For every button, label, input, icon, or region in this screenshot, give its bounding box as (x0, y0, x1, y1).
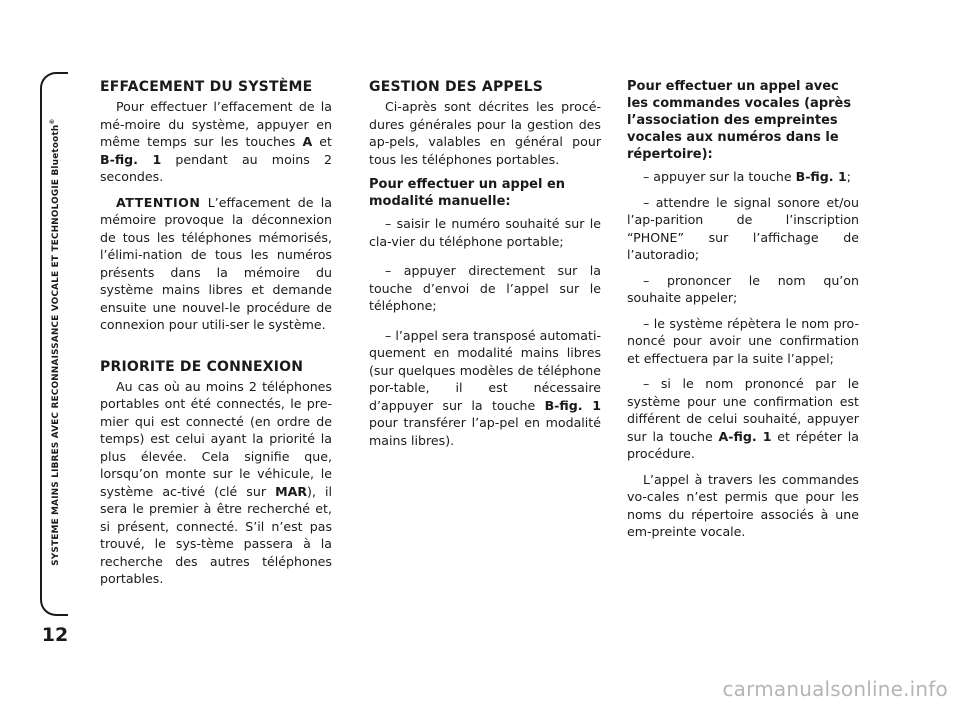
column-2 (369, 78, 601, 461)
page-number: 12 (41, 624, 69, 646)
watermark: carmanualsonline.info (722, 677, 948, 701)
list-item: – saisir le numéro souhaité sur le cla-vier du téléphone portable; (369, 216, 601, 249)
heading-effacement: EFFACEMENT DU SYSTÈME (100, 79, 313, 95)
paragraph-gestion-intro: Ci-après sont décrites les procé-dures générales pour la gestion des ap-pels, valables en général pour tous les téléphones portables. (369, 99, 601, 167)
paragraph-effacement: Pour effectuer l’effacement de la mé-moire du système, appuyer en même temps sur les touches A et B-fig. 1 pendant au moins 2 secondes. (100, 99, 332, 184)
heading-priorite: PRIORITE DE CONNEXION (100, 358, 304, 375)
heading-gestion: GESTION DES APPELS (369, 79, 544, 95)
list-item: – appuyer directement sur la touche d’envoi de l’appel sur le téléphone; (369, 263, 601, 313)
paragraph-attention: ATTENTION L’effacement de la mémoire provoque la déconnexion de tous les téléphones mémorisés, l’élimi-nation de tous les numéros présents dans la mémoire du système mains libres et demande ensuite une nouvel-le procédure de connexion pour utili-ser le système. (100, 194, 332, 332)
list-item: – attendre le signal sonore et/ou l’ap-parition de l’inscription “PHONE” sur l’affichage de l’autoradio; (627, 194, 859, 262)
list-item: – le système répètera le nom pro-noncé pour avoir une confirmation et effectuera par la suite l’appel; (627, 315, 859, 366)
paragraph-vocal-end: L’appel à travers les commandes vo-cales n’est permis que pour les noms du répertoire associés à une em-preinte vocale. (627, 471, 859, 539)
subheading-vocal: Pour effectuer un appel avec les commandes vocales (après l’association des empreintes vocales aux numéros dans le répertoire): (627, 79, 852, 162)
list-item: – prononcer le nom qu’on souhaite appeler; (627, 272, 859, 305)
subheading-manuel: Pour effectuer un appel en modalité manuelle: (369, 177, 566, 209)
side-title: SYSTEME MAINS LIBRES AVEC RECONNAISSANCE VOCALE ET TECHNOLOGIE Bluetooth® (49, 118, 61, 566)
list-item: – si le nom prononcé par le système pour une confirmation est différent de celui souhaité, appuyer sur la touche A-fig. 1 et répéter la procédure. (627, 376, 859, 461)
column-1 (100, 78, 332, 596)
column-3 (627, 78, 859, 549)
list-item: – l’appel sera transposé automati-quement en modalité mains libres (sur quelques modèles de téléphone por-table, il est nécessaire d’appuyer sur la touche B-fig. 1 pour transférer l’ap-pel en modalité mains libres). (369, 327, 602, 448)
list-item: – appuyer sur la touche B-fig. 1; (643, 169, 851, 184)
paragraph-priorite: Au cas où au moins 2 téléphones portables ont été connectés, le pre-mier qui est connecté (en ordre de temps) est celui ayant la priorité la plus élevée. Cela signifie que, lorsqu’on monte sur le véhicule, le système ac-tivé (clé sur MAR), il sera le premier à être recherché et, si présent, connecté. S’il n’est pas trouvé, le sys-tème passera à la recherche des autres téléphones portables. (100, 378, 332, 586)
